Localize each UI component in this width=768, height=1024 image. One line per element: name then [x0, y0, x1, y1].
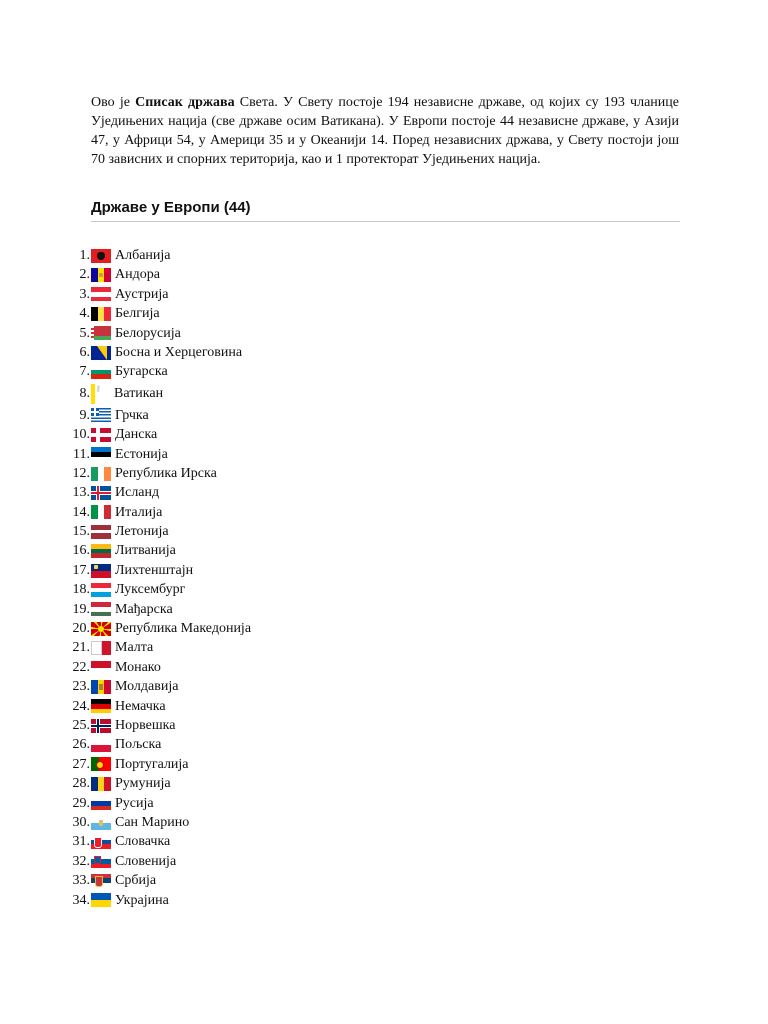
list-item — [60, 304, 251, 323]
intro-paragraph — [91, 93, 679, 169]
list-item — [60, 483, 251, 502]
list-item-number: 19. — [72, 601, 90, 617]
country-link[interactable]: Грчка — [115, 407, 149, 423]
list-item — [60, 852, 251, 871]
estonia-flag-icon — [91, 447, 111, 461]
country-link[interactable]: Португалија — [115, 756, 189, 772]
country-link[interactable]: Аустрија — [115, 286, 169, 302]
list-item — [60, 464, 251, 483]
list-item-number: 27. — [72, 756, 90, 772]
list-item-number: 25. — [72, 717, 90, 733]
italy-flag-icon — [91, 505, 111, 519]
list-item-number: 15. — [72, 524, 90, 540]
liechtenstein-flag-icon — [91, 564, 111, 578]
list-item — [60, 406, 251, 425]
country-link[interactable]: Данска — [115, 427, 158, 443]
country-link[interactable]: Норвешка — [115, 717, 176, 733]
country-link[interactable]: Молдавија — [115, 679, 179, 695]
list-item — [60, 891, 251, 910]
country-link[interactable]: Монако — [115, 659, 161, 675]
bosnia-flag-icon — [91, 346, 111, 360]
albania-flag-icon — [91, 249, 111, 263]
country-link[interactable]: Украјина — [115, 892, 169, 908]
intro-text-rest: Света. У Свету постоје 194 независне државе, од којих су 193 чланице Уједињених нација (све државе осим Ватикана). У Европи постоје 44 независне државе, у Азији 47, у Африци 54, у Америци 35 и у Океанији 14. Поред независних држава, у Свету постоји још 70 зависних и спорних територија, као и 1 протекторат Уједињених нација. — [91, 95, 679, 167]
list-item-number: 33. — [72, 873, 90, 889]
greece-flag-icon — [91, 408, 111, 422]
luxembourg-flag-icon — [91, 583, 111, 597]
moldova-flag-icon — [91, 680, 111, 694]
norway-flag-icon — [91, 719, 111, 733]
country-link[interactable]: Пољска — [115, 737, 162, 753]
list-item — [60, 503, 251, 522]
list-item — [60, 716, 251, 735]
list-item-number: 3. — [79, 286, 90, 302]
country-link[interactable]: Русија — [115, 795, 154, 811]
section-heading-europe: Државе у Европи (44) — [91, 199, 680, 222]
austria-flag-icon — [91, 287, 111, 301]
list-item-number: 1. — [79, 248, 90, 263]
country-link[interactable]: Летонија — [115, 524, 169, 540]
list-item-number: 5. — [79, 325, 90, 341]
germany-flag-icon — [91, 699, 111, 713]
list-item-number: 20. — [72, 621, 90, 637]
country-link[interactable]: Белорусија — [115, 325, 181, 341]
list-item-number: 23. — [72, 679, 90, 695]
portugal-flag-icon — [91, 757, 111, 771]
list-item — [60, 541, 251, 560]
list-item-number: 10. — [72, 427, 90, 443]
list-item-number: 17. — [72, 562, 90, 578]
belgium-flag-icon — [91, 307, 111, 321]
country-link[interactable]: Словачка — [115, 834, 171, 850]
country-link[interactable]: Естонија — [115, 446, 168, 462]
country-link[interactable]: Словенија — [115, 853, 177, 869]
list-item-number: 34. — [72, 892, 90, 908]
list-item-number: 16. — [72, 543, 90, 559]
list-item — [60, 362, 251, 381]
country-link[interactable]: Босна и Херцеговина — [115, 344, 243, 360]
list-item — [60, 445, 251, 464]
list-item-number: 14. — [72, 504, 90, 520]
country-link[interactable]: Република Ирска — [115, 465, 217, 481]
list-item — [60, 324, 251, 343]
russia-flag-icon — [91, 796, 111, 810]
list-item-number: 7. — [79, 364, 90, 380]
list-item-number: 30. — [72, 814, 90, 830]
country-link[interactable]: Исланд — [115, 485, 160, 501]
san-marino-flag-icon — [91, 816, 111, 830]
country-link[interactable]: Белгија — [115, 306, 160, 322]
intro-link-list-of-states[interactable]: Списак држава — [135, 95, 235, 110]
lithuania-flag-icon — [91, 544, 111, 558]
hungary-flag-icon — [91, 602, 111, 616]
list-item-number: 21. — [72, 640, 90, 656]
bulgaria-flag-icon — [91, 365, 111, 379]
list-item — [60, 794, 251, 813]
list-item-number: 18. — [72, 582, 90, 598]
list-item — [60, 580, 251, 599]
list-item-number: 9. — [79, 407, 90, 423]
serbia-flag-icon — [91, 874, 111, 888]
monaco-flag-icon — [91, 661, 111, 675]
country-link[interactable]: Бугарска — [115, 364, 168, 380]
country-link[interactable]: Ватикан — [114, 385, 164, 401]
list-item — [60, 619, 251, 638]
list-item — [60, 285, 251, 304]
poland-flag-icon — [91, 738, 111, 752]
country-link[interactable]: Малта — [115, 640, 154, 656]
country-link[interactable]: Литванија — [115, 543, 176, 559]
country-link[interactable]: Немачка — [115, 698, 166, 714]
list-item — [60, 382, 251, 406]
vatican-flag-icon: ⚷ — [91, 384, 101, 404]
list-item — [60, 425, 251, 444]
list-item — [60, 658, 251, 677]
list-item — [60, 774, 251, 793]
country-link[interactable]: Луксембург — [115, 582, 186, 598]
list-item-number: 26. — [72, 737, 90, 753]
list-item — [60, 697, 251, 716]
ukraine-flag-icon — [91, 893, 111, 907]
latvia-flag-icon — [91, 525, 111, 539]
country-link[interactable]: Андора — [115, 267, 160, 283]
country-link[interactable]: Италија — [115, 504, 163, 520]
iceland-flag-icon — [91, 486, 111, 500]
intro-text-start: Ово је — [91, 95, 136, 110]
country-link[interactable]: Румунија — [115, 776, 171, 792]
romania-flag-icon — [91, 777, 111, 791]
list-item-number: 32. — [72, 853, 90, 869]
list-item-number: 13. — [72, 485, 90, 501]
denmark-flag-icon — [91, 428, 111, 442]
list-item — [60, 522, 251, 541]
list-item — [60, 677, 251, 696]
list-item — [60, 755, 251, 774]
list-item-number: 24. — [72, 698, 90, 714]
country-link[interactable]: Албанија — [115, 248, 171, 263]
list-item-number: 22. — [72, 659, 90, 675]
andorra-flag-icon — [91, 268, 111, 282]
country-link[interactable]: Србија — [115, 873, 157, 889]
malta-flag-icon — [91, 641, 111, 655]
list-item — [60, 600, 251, 619]
list-item-number: 28. — [72, 776, 90, 792]
list-item — [60, 265, 251, 284]
macedonia-flag-icon — [91, 622, 111, 636]
slovenia-flag-icon — [91, 854, 111, 868]
list-item — [60, 343, 251, 362]
list-item — [60, 638, 251, 657]
list-item-number: 6. — [79, 344, 90, 360]
country-link[interactable]: Лихтенштајн — [115, 562, 194, 578]
country-link[interactable]: Република Македонија — [115, 621, 252, 637]
list-item-number: 2. — [79, 267, 90, 283]
list-item-number: 31. — [72, 834, 90, 850]
belarus-flag-icon — [91, 326, 111, 340]
list-item — [60, 871, 251, 890]
country-link[interactable]: Мађарска — [115, 601, 173, 617]
list-item — [60, 246, 251, 265]
slovakia-flag-icon — [91, 835, 111, 849]
ireland-flag-icon — [91, 467, 111, 481]
list-item-number: 12. — [72, 465, 90, 481]
list-item-number: 8. — [79, 385, 90, 401]
list-item — [60, 561, 251, 580]
list-item-number: 4. — [79, 306, 90, 322]
country-list — [60, 246, 251, 910]
list-item-number: 11. — [73, 446, 90, 462]
list-item — [60, 813, 251, 832]
list-item-number: 29. — [72, 795, 90, 811]
country-link[interactable]: Сан Марино — [115, 814, 190, 830]
list-item — [60, 832, 251, 851]
list-item — [60, 735, 251, 754]
